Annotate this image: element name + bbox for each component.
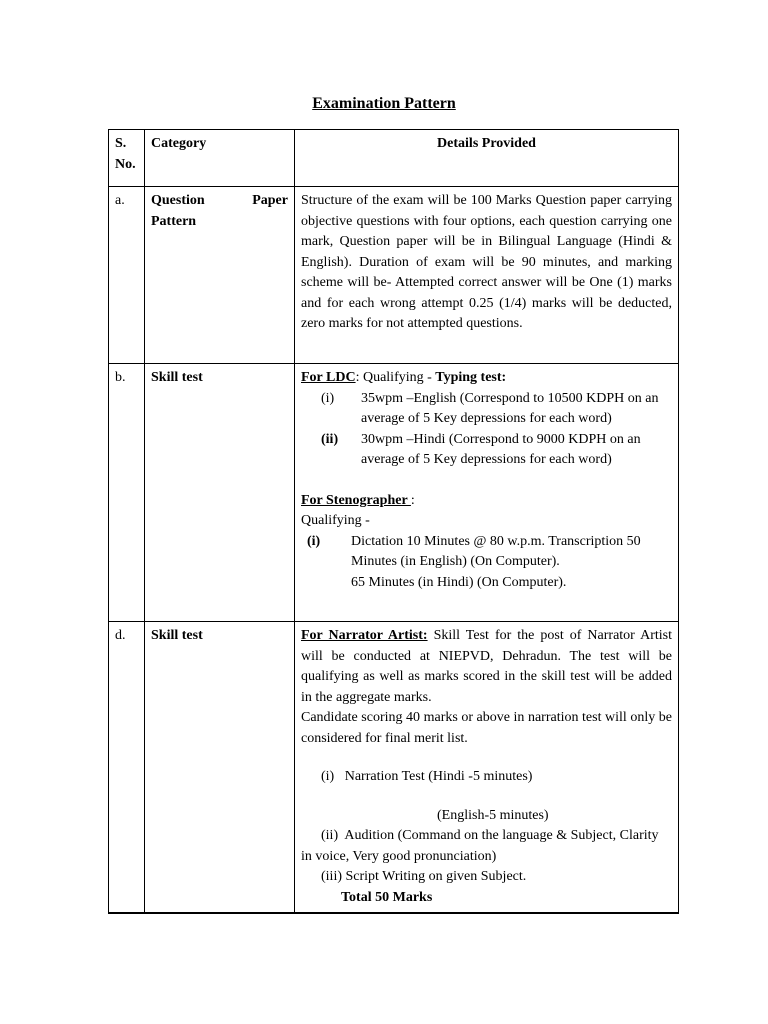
narrator-heading: For Narrator Artist: [301,628,428,643]
list-item-number: (i) [307,533,321,549]
total-marks: Total 50 Marks [341,889,433,905]
list-item-number: (i) [321,390,335,406]
ldc-qualifying: : Qualifying - [355,370,436,385]
row-details: Structure of the exam will be 100 Marks Question paper carrying objective questions with four options, each question carrying one mark, Question paper will be in Bilingual Language (Hindi & English). Duration of exam will be 90 minutes, and marking scheme will be- Attempted correct answer will be One (1) marks and for each wrong attempt 0.25 (1/4) marks will be deducted, zero marks for not attempted questions. [295,187,679,364]
row-category: Skill test [145,364,295,622]
row-details [295,364,679,622]
narration-test-english: (English-5 minutes) [437,807,549,823]
list-item-text: 35wpm –English (Correspond to 10500 KDPH on an average of 5 Key depressions for each word) [361,390,659,426]
header-details: Details Provided [295,130,679,187]
row-sno: b. [109,364,145,622]
audition-item: (ii) Audition (Command on the language & Subject, Clarity in voice, Very good pronunciation) [301,828,663,864]
table-header-row [109,130,679,187]
header-sno: S. No. [109,130,145,187]
table-row [109,622,679,914]
header-category: Category [145,130,295,187]
row-category: Question Paper Pattern [145,187,295,364]
row-sno: d. [109,622,145,914]
ldc-heading: For LDC [301,370,356,385]
typing-test-label: Typing test: [435,370,507,385]
page-title: Examination Pattern [312,95,456,112]
stenographer-heading: For Stenographer [301,492,411,508]
candidate-paragraph: Candidate scoring 40 marks or above in narration test will only be considered for final merit list. [301,710,672,746]
narrator-text: Skill Test for the post of Narrator Artist will be conducted at NIEPVD, Dehradun. The test will be qualifying as well as marks scored in the skill test will be added in the aggregate marks. [301,628,672,705]
ldc-line [301,368,672,389]
script-writing-item: (iii) Script Writing on given Subject. [321,869,527,884]
list-item [301,532,672,594]
narration-test-item: (i) Narration Test (Hindi -5 minutes) [321,769,533,784]
table-row [109,187,679,364]
list-item-text: 30wpm –Hindi (Correspond to 9000 KDPH on an average of 5 Key depressions for each word) [361,431,641,467]
table-row [109,364,679,622]
list-item-text-continued: 65 Minutes (in Hindi) (On Computer). [351,574,567,590]
stenographer-line [301,491,672,512]
stenographer-colon: : [410,492,415,508]
list-item-text: Dictation 10 Minutes @ 80 w.p.m. Transcription 50 Minutes (in English) (On Computer). [351,533,641,569]
row-category: Skill test [145,622,295,914]
row-details [295,622,679,914]
examination-pattern-table [108,129,679,914]
stenographer-qualifying: Qualifying - [301,513,370,528]
narrator-paragraph [301,626,672,708]
row-sno: a. [109,187,145,364]
list-item [301,389,672,430]
list-item [301,430,672,471]
list-item-number: (ii) [321,431,339,447]
